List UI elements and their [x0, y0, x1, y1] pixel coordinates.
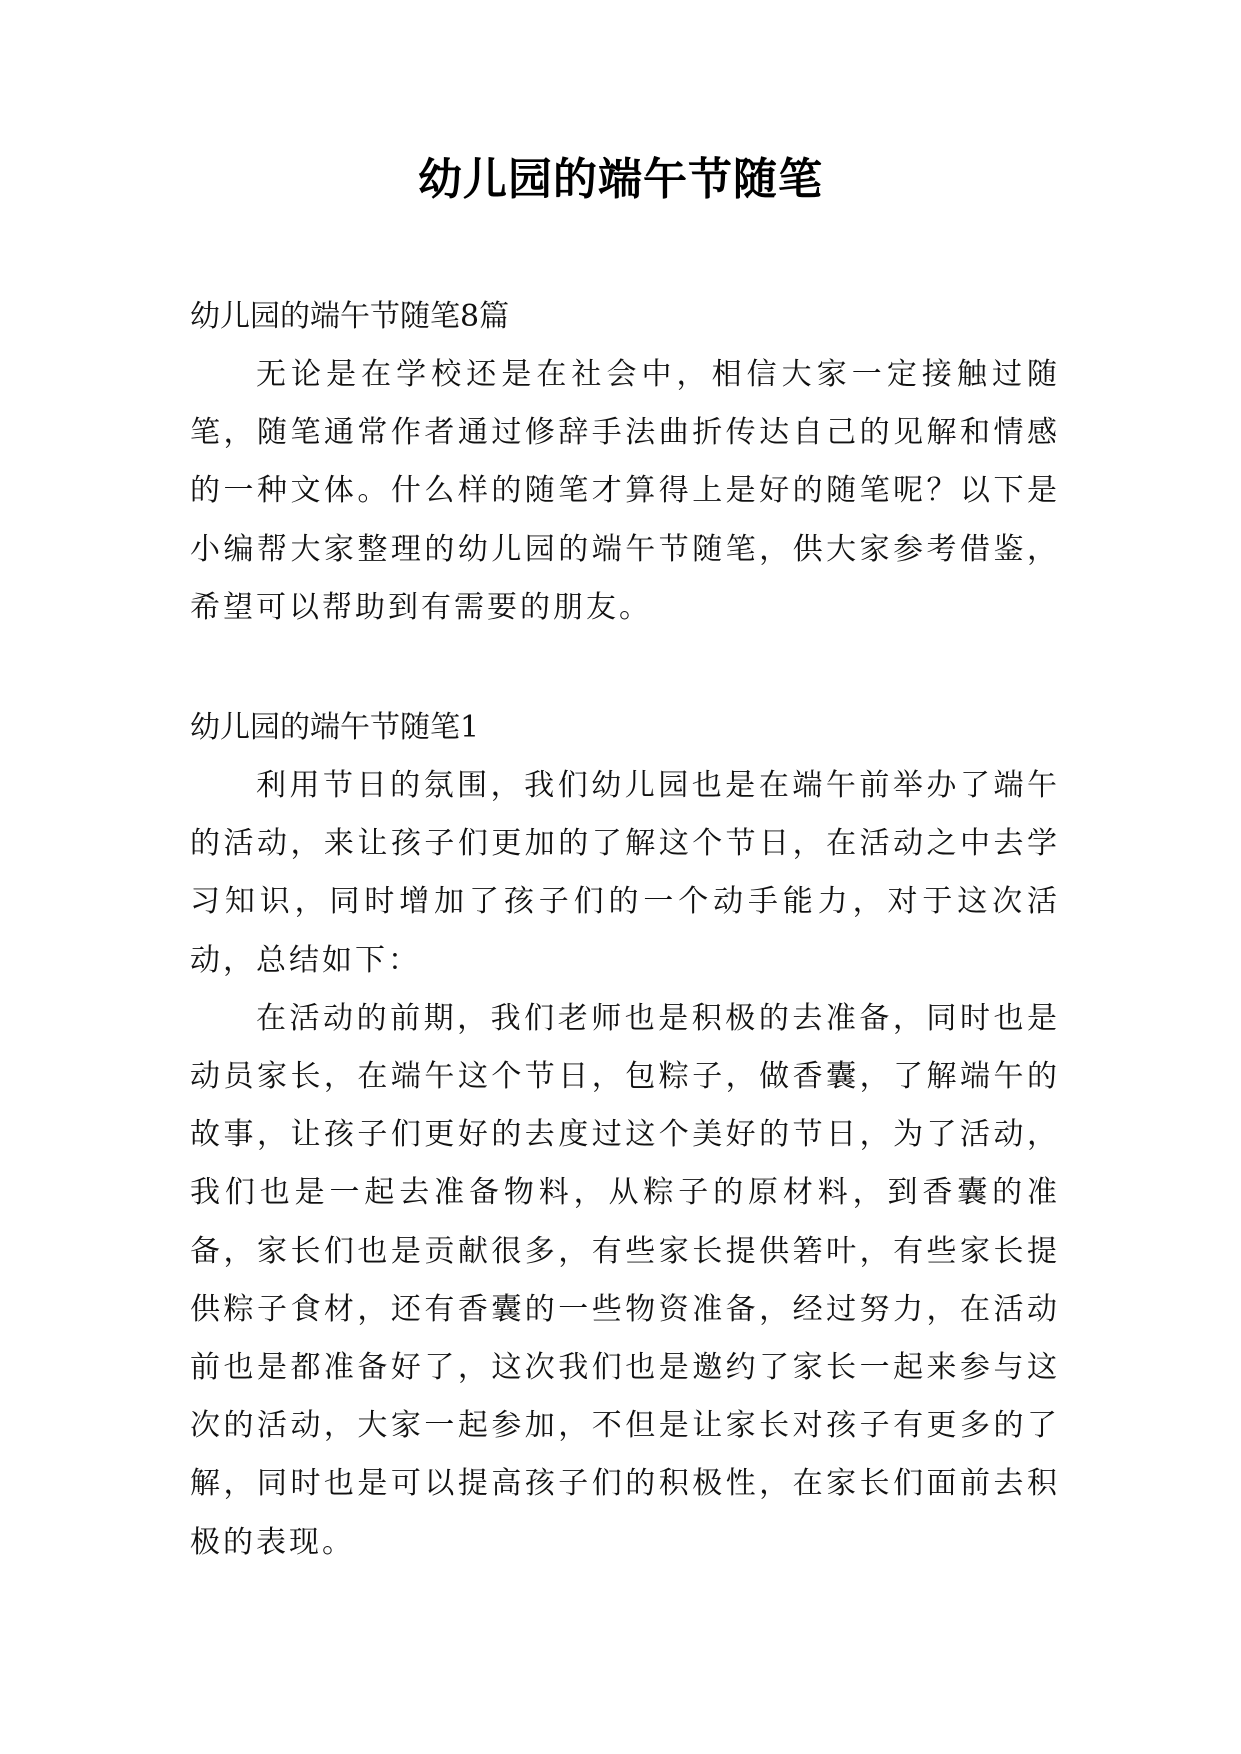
page-title: 幼儿园的端午节随笔 [418, 154, 823, 205]
intro-paragraph: 无论是在学校还是在社会中，相信大家一定接触过随笔，随笔通常作者通过修辞手法曲折传达自己的见解和情感的一种文体。什么样的随笔才算得上是好的随笔呢？以下是小编帮大家整理的幼儿园的端午节随笔，供大家参考借鉴，希望可以帮助到有需要的朋友。 [190, 357, 1060, 625]
section-1-paragraph-2: 在活动的前期，我们老师也是积极的去准备，同时也是动员家长，在端午这个节日，包粽子，做香囊，了解端午的故事，让孩子们更好的去度过这个美好的节日，为了活动，我们也是一起去准备物料，从粽子的原材料，到香囊的准备，家长们也是贡献很多，有些家长提供箬叶，有些家长提供粽子食材，还有香囊的一些物资准备，经过努力，在活动前也是都准备好了，这次我们也是邀约了家长一起来参与这次的活动，大家一起参加，不但是让家长对孩子有更多的了解，同时也是可以提高孩子们的积极性，在家长们面前去积极的表现。 [190, 1000, 1060, 1560]
section-1-paragraph-1: 利用节日的氛围，我们幼儿园也是在端午前举办了端午的活动，来让孩子们更加的了解这个节日，在活动之中去学习知识，同时增加了孩子们的一个动手能力，对于这次活动，总结如下： [190, 768, 1060, 978]
intro-heading: 幼儿园的端午节随笔8篇 [190, 299, 510, 334]
document-body [190, 288, 1060, 1572]
section-spacer [190, 637, 1060, 699]
section-1-heading: 幼儿园的端午节随笔1 [190, 710, 480, 746]
